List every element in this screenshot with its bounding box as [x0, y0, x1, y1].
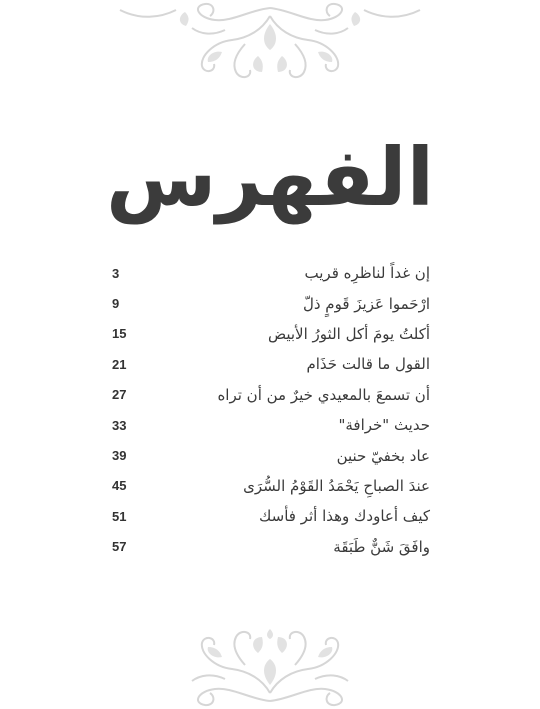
toc-entry-title: كيف أعاودك وهذا أثر فأسك	[258, 507, 430, 526]
toc-row[interactable]	[112, 349, 430, 379]
bottom-floral-ornament-icon	[0, 619, 540, 709]
toc-entry-title: عندَ الصباحِ يَحْمَدُ القَوْمُ السُّرَى	[243, 476, 430, 495]
toc-row[interactable]	[112, 288, 430, 318]
toc-page-number: 39	[112, 448, 127, 464]
toc-page-number: 57	[112, 539, 127, 555]
toc-entry-title: أن تسمعَ بالمعيدي خيرٌ من أن تراه	[217, 385, 430, 404]
toc-page-number: 9	[112, 296, 120, 312]
toc-entry-title: القول ما قالت حَذَام	[306, 355, 430, 374]
toc-page-number: 45	[112, 478, 127, 494]
toc-entry-title: عاد بخفيّ حنين	[336, 446, 430, 465]
toc-row[interactable]	[112, 410, 430, 440]
toc-page-number: 21	[112, 356, 127, 372]
toc-row[interactable]	[112, 319, 430, 349]
toc-row[interactable]	[112, 532, 430, 562]
toc-row[interactable]	[112, 380, 430, 410]
toc-row[interactable]	[112, 471, 430, 501]
page-title: الفهرس	[105, 131, 434, 224]
toc-row[interactable]	[112, 440, 430, 470]
toc-page-number: 27	[112, 387, 127, 403]
toc-entry-title: أكلتُ يومَ أكل الثورُ الأبيض	[267, 324, 430, 343]
toc-page-number: 33	[112, 417, 127, 433]
toc-page-number: 3	[112, 265, 120, 281]
toc-page-number: 51	[112, 508, 127, 524]
toc-row[interactable]	[112, 258, 430, 288]
toc-page-number: 15	[112, 326, 127, 342]
toc-entry-title: حديث "خرافة"	[338, 416, 430, 435]
toc-row[interactable]	[112, 501, 430, 531]
toc-entry-title: إن غداً لناظرِه قريب	[304, 264, 430, 283]
toc-entry-title: ارْحَموا عَزيزَ قَومٍ ذلّ	[302, 294, 430, 313]
toc-entry-title: وافَقَ شَنٌّ طَبَقَة	[333, 537, 430, 556]
table-of-contents	[112, 258, 430, 562]
top-floral-ornament-icon	[0, 0, 540, 90]
